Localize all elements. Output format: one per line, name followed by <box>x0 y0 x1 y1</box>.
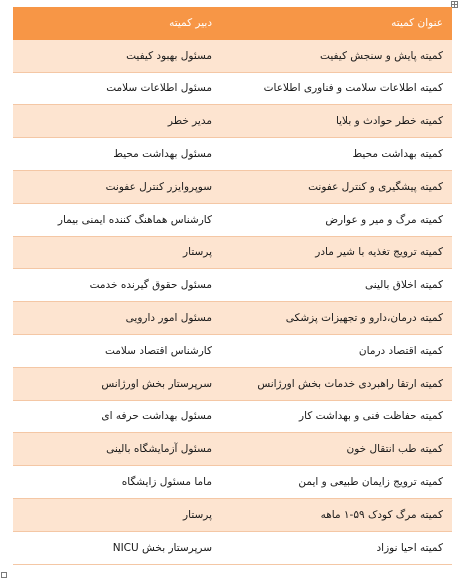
committee-title-cell: کمیته احیا نوزاد <box>221 531 452 564</box>
committee-secretary-cell: مسئول امور دارویی <box>13 302 221 335</box>
committee-secretary-cell: پرستار <box>13 498 221 531</box>
committee-secretary-cell: مسئول اطلاعات سلامت <box>13 72 221 105</box>
committee-title-cell: کمیته طب انتقال خون <box>221 433 452 466</box>
committee-title-cell: کمیته بهداشت محیط <box>221 138 452 171</box>
table-row <box>13 138 452 171</box>
committee-secretary-cell: مسئول آزمایشگاه بالینی <box>13 433 221 466</box>
committee-title-cell: کمیته حفاظت فنی و بهداشت کار <box>221 400 452 433</box>
table-row <box>13 433 452 466</box>
table-row <box>13 334 452 367</box>
table-row <box>13 269 452 302</box>
committee-secretary-cell: مسئول بهداشت محیط <box>13 138 221 171</box>
committee-secretary-cell: ماما مسئول زایشگاه <box>13 466 221 499</box>
table-row <box>13 236 452 269</box>
table-row <box>13 367 452 400</box>
committee-title-cell: کمیته مرگ کودک ۵۹-۱ ماهه <box>221 498 452 531</box>
committee-secretary-cell: پرستار <box>13 236 221 269</box>
committee-title-cell: کمیته پایش و سنجش کیفیت <box>221 39 452 72</box>
committee-title-cell: کمیته اطلاعات سلامت و فناوری اطلاعات <box>221 72 452 105</box>
table-header-row <box>13 7 452 39</box>
table-row <box>13 498 452 531</box>
committee-secretary-cell: مدیر خطر <box>13 105 221 138</box>
committee-secretary-cell: کارشناس هماهنگ کننده ایمنی بیمار <box>13 203 221 236</box>
table-move-handle-icon[interactable] <box>451 1 458 8</box>
committee-title-cell: کمیته اخلاق بالینی <box>221 269 452 302</box>
table-resize-handle-icon[interactable] <box>1 572 7 578</box>
committee-secretary-cell: سوپروایزر کنترل عفونت <box>13 170 221 203</box>
table-row <box>13 466 452 499</box>
committee-title-cell: کمیته پیشگیری و کنترل عفونت <box>221 170 452 203</box>
committee-title-cell: کمیته مرگ و میر و عوارض <box>221 203 452 236</box>
table-row <box>13 531 452 564</box>
committee-title-cell: کمیته خطر حوادث و بلایا <box>221 105 452 138</box>
committee-title-cell: کمیته اقتصاد درمان <box>221 334 452 367</box>
table-row <box>13 72 452 105</box>
table-row <box>13 400 452 433</box>
committee-title-cell: کمیته درمان،دارو و تجهیزات پزشکی <box>221 302 452 335</box>
table-row <box>13 170 452 203</box>
table-body <box>13 39 452 564</box>
table-row <box>13 302 452 335</box>
header-committee-title: عنوان کمیته <box>221 7 452 39</box>
committee-secretary-cell: مسئول حقوق گیرنده خدمت <box>13 269 221 302</box>
committee-title-cell: کمیته ارتقا راهبردی خدمات بخش اورژانس <box>221 367 452 400</box>
committee-secretary-cell: سرپرستار بخش اورژانس <box>13 367 221 400</box>
committee-secretary-cell: سرپرستار بخش NICU <box>13 531 221 564</box>
committee-secretary-cell: مسئول بهبود کیفیت <box>13 39 221 72</box>
table-row <box>13 39 452 72</box>
committee-title-cell: کمیته ترویج زایمان طبیعی و ایمن <box>221 466 452 499</box>
committees-table <box>13 7 452 565</box>
committee-secretary-cell: کارشناس اقتصاد سلامت <box>13 334 221 367</box>
header-committee-secretary: دبیر کمیته <box>13 7 221 39</box>
table-row <box>13 105 452 138</box>
table-row <box>13 203 452 236</box>
committee-secretary-cell: مسئول بهداشت حرفه ای <box>13 400 221 433</box>
committee-title-cell: کمیته ترویج تغذیه با شیر مادر <box>221 236 452 269</box>
